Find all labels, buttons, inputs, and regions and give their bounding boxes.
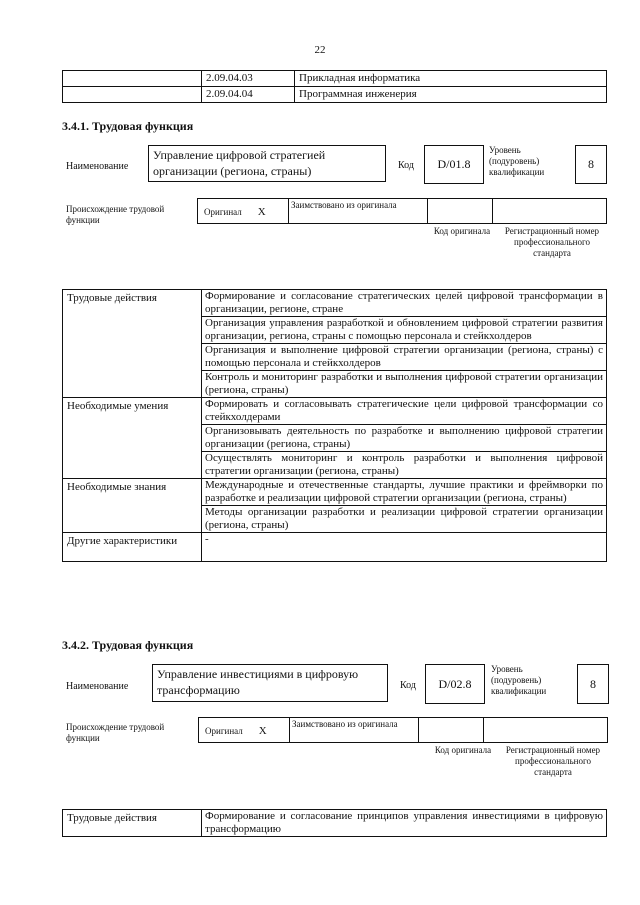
- code-label: Код: [400, 680, 416, 691]
- page-number: 22: [314, 44, 326, 56]
- function-name-box: Управление цифровой стратегией организации (региона, страны): [148, 145, 386, 182]
- reg-num-label: Регистрационный номер профессионального стандарта: [505, 745, 601, 777]
- function-name-box: Управление инвестициями в цифровую трансформацию: [152, 664, 388, 702]
- origin-table: [197, 198, 607, 224]
- name-label: Наименование: [66, 161, 129, 172]
- skills-label: Необходимые умения: [63, 398, 202, 479]
- specialty-name: Прикладная информатика: [295, 71, 607, 87]
- section-title: 3.4.2. Трудовая функция: [62, 638, 194, 652]
- orig-code-label: Код оригинала: [433, 226, 491, 236]
- table-row: [63, 87, 607, 103]
- table-row: [63, 479, 607, 506]
- table-row: [63, 290, 607, 317]
- level-label: Уровень (подуровень) квалификации: [491, 664, 547, 696]
- original-mark: X: [258, 725, 267, 737]
- knowledge-item: Методы организации разработки и реализации цифровой стратегии организации (региона, страны): [202, 506, 607, 533]
- specialty-code: 2.09.04.04: [202, 87, 295, 103]
- actions-label: Трудовые действия: [63, 290, 202, 398]
- code-value-box: D/01.8: [424, 145, 484, 184]
- knowledge-label: Необходимые знания: [63, 479, 202, 533]
- origin-label: Происхождение трудовой функции: [66, 722, 165, 743]
- action-item: Организация управления разработкой и обновлением цифровой стратегии развития организации, региона, страны с помощью персонала и стейкхолдеров: [202, 317, 607, 344]
- actions-label: Трудовые действия: [63, 810, 202, 837]
- specialty-table: [62, 70, 607, 103]
- table-row: [63, 533, 607, 562]
- level-value-box: 8: [577, 664, 609, 704]
- other-label: Другие характеристики: [63, 533, 202, 562]
- name-label: Наименование: [66, 681, 129, 692]
- section-title: 3.4.1. Трудовая функция: [62, 119, 194, 133]
- specialty-code: 2.09.04.03: [202, 71, 295, 87]
- code-label: Код: [398, 160, 414, 171]
- other-value: -: [202, 533, 607, 562]
- original-label: Оригинал: [205, 726, 243, 736]
- action-item: Контроль и мониторинг разработки и выполнения цифровой стратегии организации (региона, страны): [202, 371, 607, 398]
- original-mark: X: [257, 206, 266, 218]
- action-item: Организация и выполнение цифровой стратегии организации (региона, страны) с помощью персонала и стейкхолдеров: [202, 344, 607, 371]
- labor-function-table: [62, 289, 607, 562]
- table-row: [63, 810, 607, 837]
- original-label: Оригинал: [204, 207, 242, 217]
- reg-num-label: Регистрационный номер профессионального стандарта: [504, 226, 600, 258]
- orig-code-label: Код оригинала: [434, 745, 492, 755]
- table-row: [63, 71, 607, 87]
- level-value-box: 8: [575, 145, 607, 184]
- action-item: Формирование и согласование принципов управления инвестициями в цифровую трансформацию: [202, 810, 607, 837]
- action-item: Формирование и согласование стратегических целей цифровой трансформации в организации, регионе, стране: [202, 290, 607, 317]
- knowledge-item: Международные и отечественные стандарты, лучшие практики и фреймворки по разработке и реализации цифровой стратегии организации (региона, страны): [202, 479, 607, 506]
- level-label: Уровень (подуровень) квалификации: [489, 145, 545, 177]
- specialty-name: Программная инженерия: [295, 87, 607, 103]
- table-row: [63, 398, 607, 425]
- origin-table: [198, 717, 608, 743]
- skill-item: Формировать и согласовывать стратегические цели цифровой трансформации со стейкхолдерами: [202, 398, 607, 425]
- labor-function-table: [62, 809, 607, 837]
- code-value-box: D/02.8: [425, 664, 485, 704]
- origin-label: Происхождение трудовой функции: [66, 204, 165, 225]
- skill-item: Организовывать деятельность по разработке и выполнению цифровой стратегии организации (региона, страны): [202, 425, 607, 452]
- skill-item: Осуществлять мониторинг и контроль разработки и выполнения цифровой стратегии организации (региона, страны): [202, 452, 607, 479]
- borrowed-label: Заимствовано из оригинала: [291, 200, 397, 210]
- borrowed-label: Заимствовано из оригинала: [292, 719, 398, 729]
